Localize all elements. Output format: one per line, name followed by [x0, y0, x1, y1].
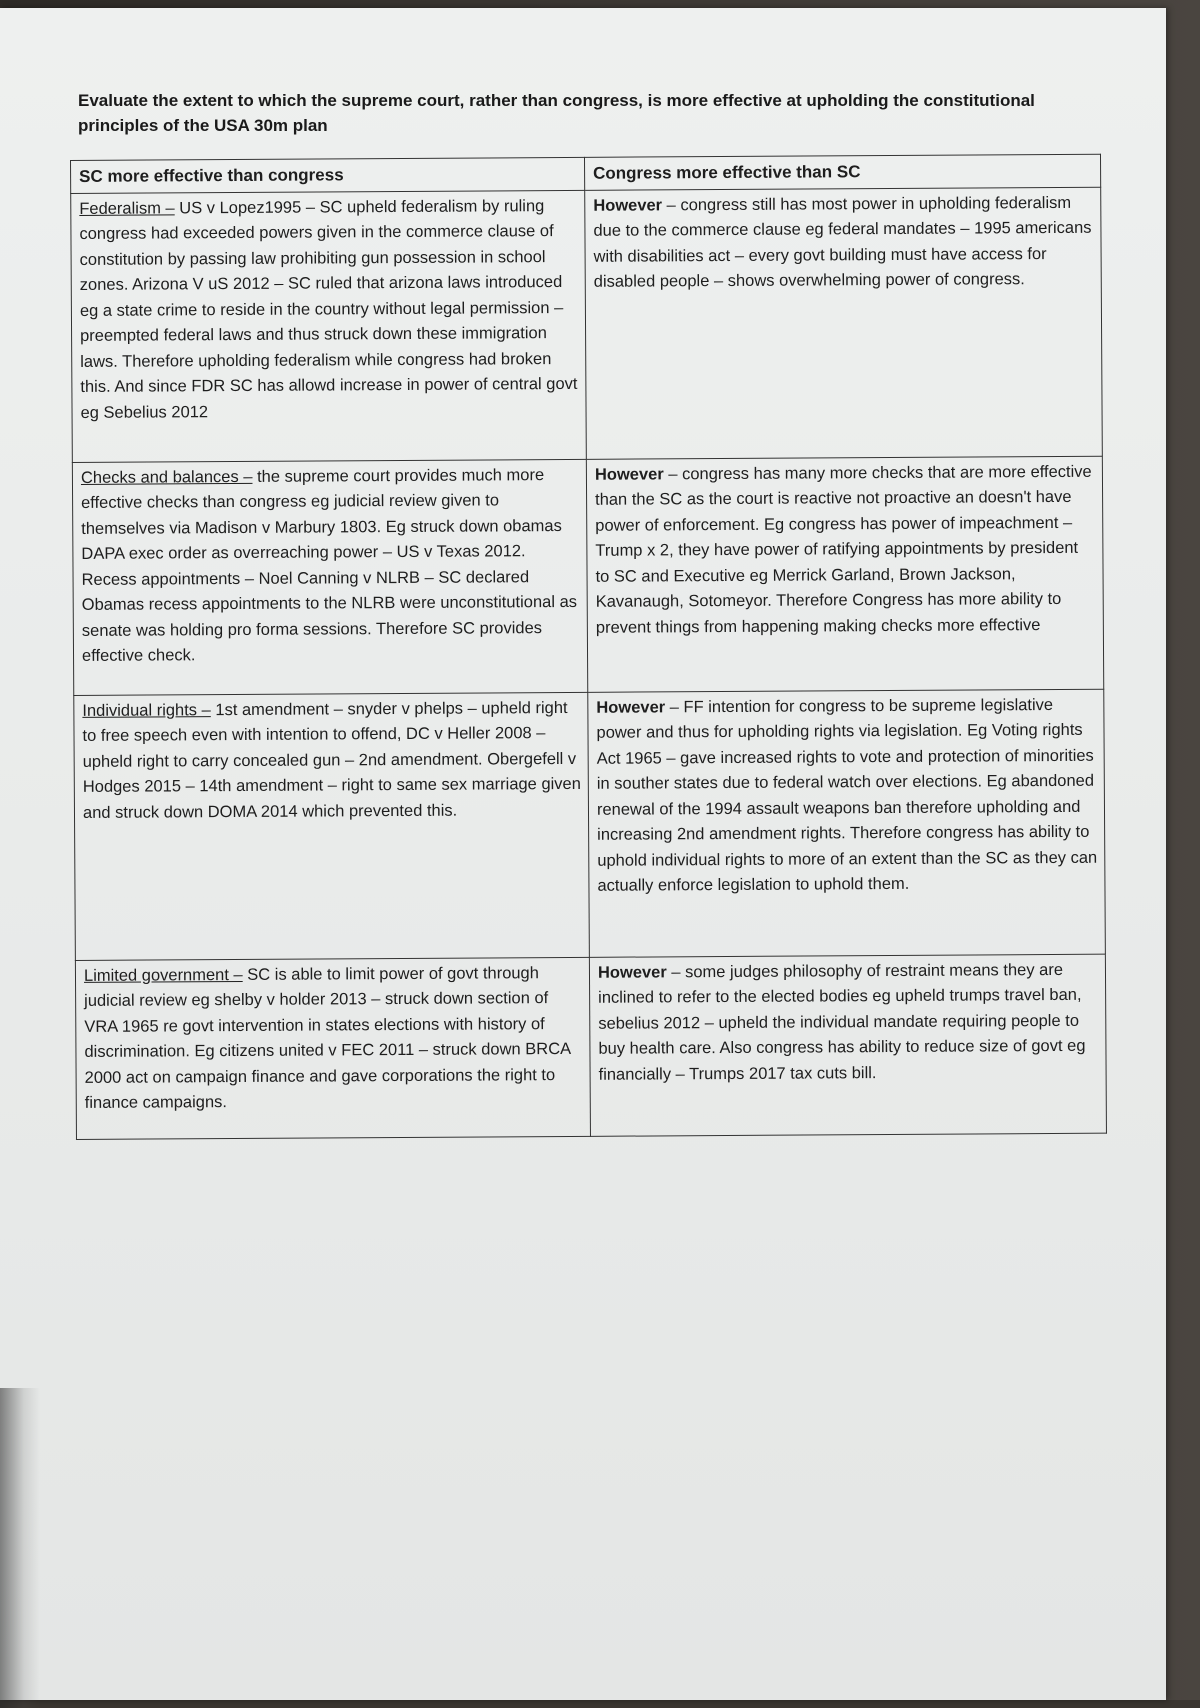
cell-sc-limited-government [75, 957, 590, 1139]
cell-congress-checks-balances [586, 456, 1103, 692]
topic-label: Checks and balances – [80, 467, 253, 487]
page-edge-shadow [0, 1388, 40, 1708]
cell-sc-individual-rights [74, 692, 590, 960]
argument-text: US v Lopez1995 – SC upheld federalism by ruling congress had exceeded powers given in the commerce clause of constitution by passing law prohibiting gun possession in school zones. Arizona V uS 2012 – SC ruled that arizona laws introduced eg a state crime to reside in the country without legal permission – preempted federal laws and thus struck down these immigration laws. Therefore upholding federalism while congress had broken this. And since FDR SC has allowd increase in power of central govt eg Sebelius 2012 [79, 196, 578, 422]
header-sc-more-effective: SC more effective than congress [71, 157, 585, 193]
header-congress-more-effective: Congress more effective than SC [584, 154, 1100, 190]
counter-lead: However [593, 195, 663, 215]
cell-congress-limited-government [589, 954, 1106, 1136]
counter-text: – FF intention for congress to be supreme legislative power and thus for upholding rights via legislation. Eg Voting rights Act 1965 – gave increased rights to vote and protection of minorities in souther states due to federal watch over elections. Eg abandoned renewal of the 1994 assault weapons ban therefore upholding and increasing 2nd amendment rights. Therefore congress has ability to uphold individual rights to more of an extent than the SC as they can actually enforce legislation to uphold them. [596, 695, 1098, 895]
argument-text: SC is able to limit power of govt through judicial review eg shelby v holder 2013 – struck down section of VRA 1965 re govt intervention in states elections with history of discrimination. Eg citizens united v FEC 2011 – struck down BRCA 2000 act on campaign finance and gave corporations the right to finance campaigns. [84, 963, 571, 1112]
counter-text: – congress still has most power in upholding federalism due to the commerce clause eg federal mandates – 1995 americans with disabilities act – every govt building must have access for disabled people – shows overwhelming power of congress. [593, 193, 1092, 291]
essay-plan-table [70, 154, 1107, 1140]
topic-label: Individual rights – [82, 700, 211, 720]
counter-lead: However [597, 962, 667, 982]
topic-label: Federalism – [79, 198, 175, 218]
counter-text: – some judges philosophy of restraint means they are inclined to refer to the elected bodies eg upheld trumps travel ban, sebelius 2012 – upheld the individual mandate requiring people to buy health care. Also congress has ability to reduce size of govt eg financially – Trumps 2017 tax cuts bill. [598, 960, 1086, 1084]
topic-label: Limited government – [83, 965, 243, 985]
essay-question: Evaluate the extent to which the supreme court, rather than congress, is more effective at upholding the constitutional principles of the USA 30m plan [78, 91, 1035, 135]
counter-text: – congress has many more checks that are more effective than the SC as the court is reactive not proactive an doesn't have power of enforcement. Eg congress has power of impeachment – Trump x 2, they have power of ratifying appointments by president to SC and Executive eg Merrick Garland, Brown Jackson, Kavanaugh, Sotomeyor. Therefore Congress has more ability to prevent things from happening making checks more effective [595, 462, 1092, 637]
argument-text: the supreme court provides much more effective checks than congress eg judicial review given to themselves via Madison v Marbury 1803. Eg struck down obamas DAPA exec order as overreaching power – US v Texas 2012. Recess appointments – Noel Canning v NLRB – SC declared Obamas recess appointments to the NLRB were unconstitutional as senate was holding pro forma sessions. Therefore SC provides effective check. [81, 465, 578, 665]
table-row-limited-government [75, 954, 1106, 1139]
table-row-individual-rights [74, 689, 1106, 960]
table-row-federalism [71, 187, 1103, 462]
cell-sc-checks-balances [72, 459, 587, 695]
cell-congress-individual-rights [588, 689, 1106, 957]
cell-congress-federalism [585, 187, 1103, 459]
counter-lead: However [594, 464, 664, 484]
table-row-checks-balances [72, 456, 1103, 695]
paper-sheet [0, 8, 1166, 1700]
cell-sc-federalism [71, 190, 587, 462]
argument-text: 1st amendment – snyder v phelps – upheld right to free speech even with intention to offend, DC v Heller 2008 – upheld right to carry concealed gun – 2nd amendment. Obergefell v Hodges 2015 – 14th amendment – right to same sex marriage given and struck down DOMA 2014 which prevented this. [82, 698, 581, 822]
counter-lead: However [596, 697, 666, 717]
